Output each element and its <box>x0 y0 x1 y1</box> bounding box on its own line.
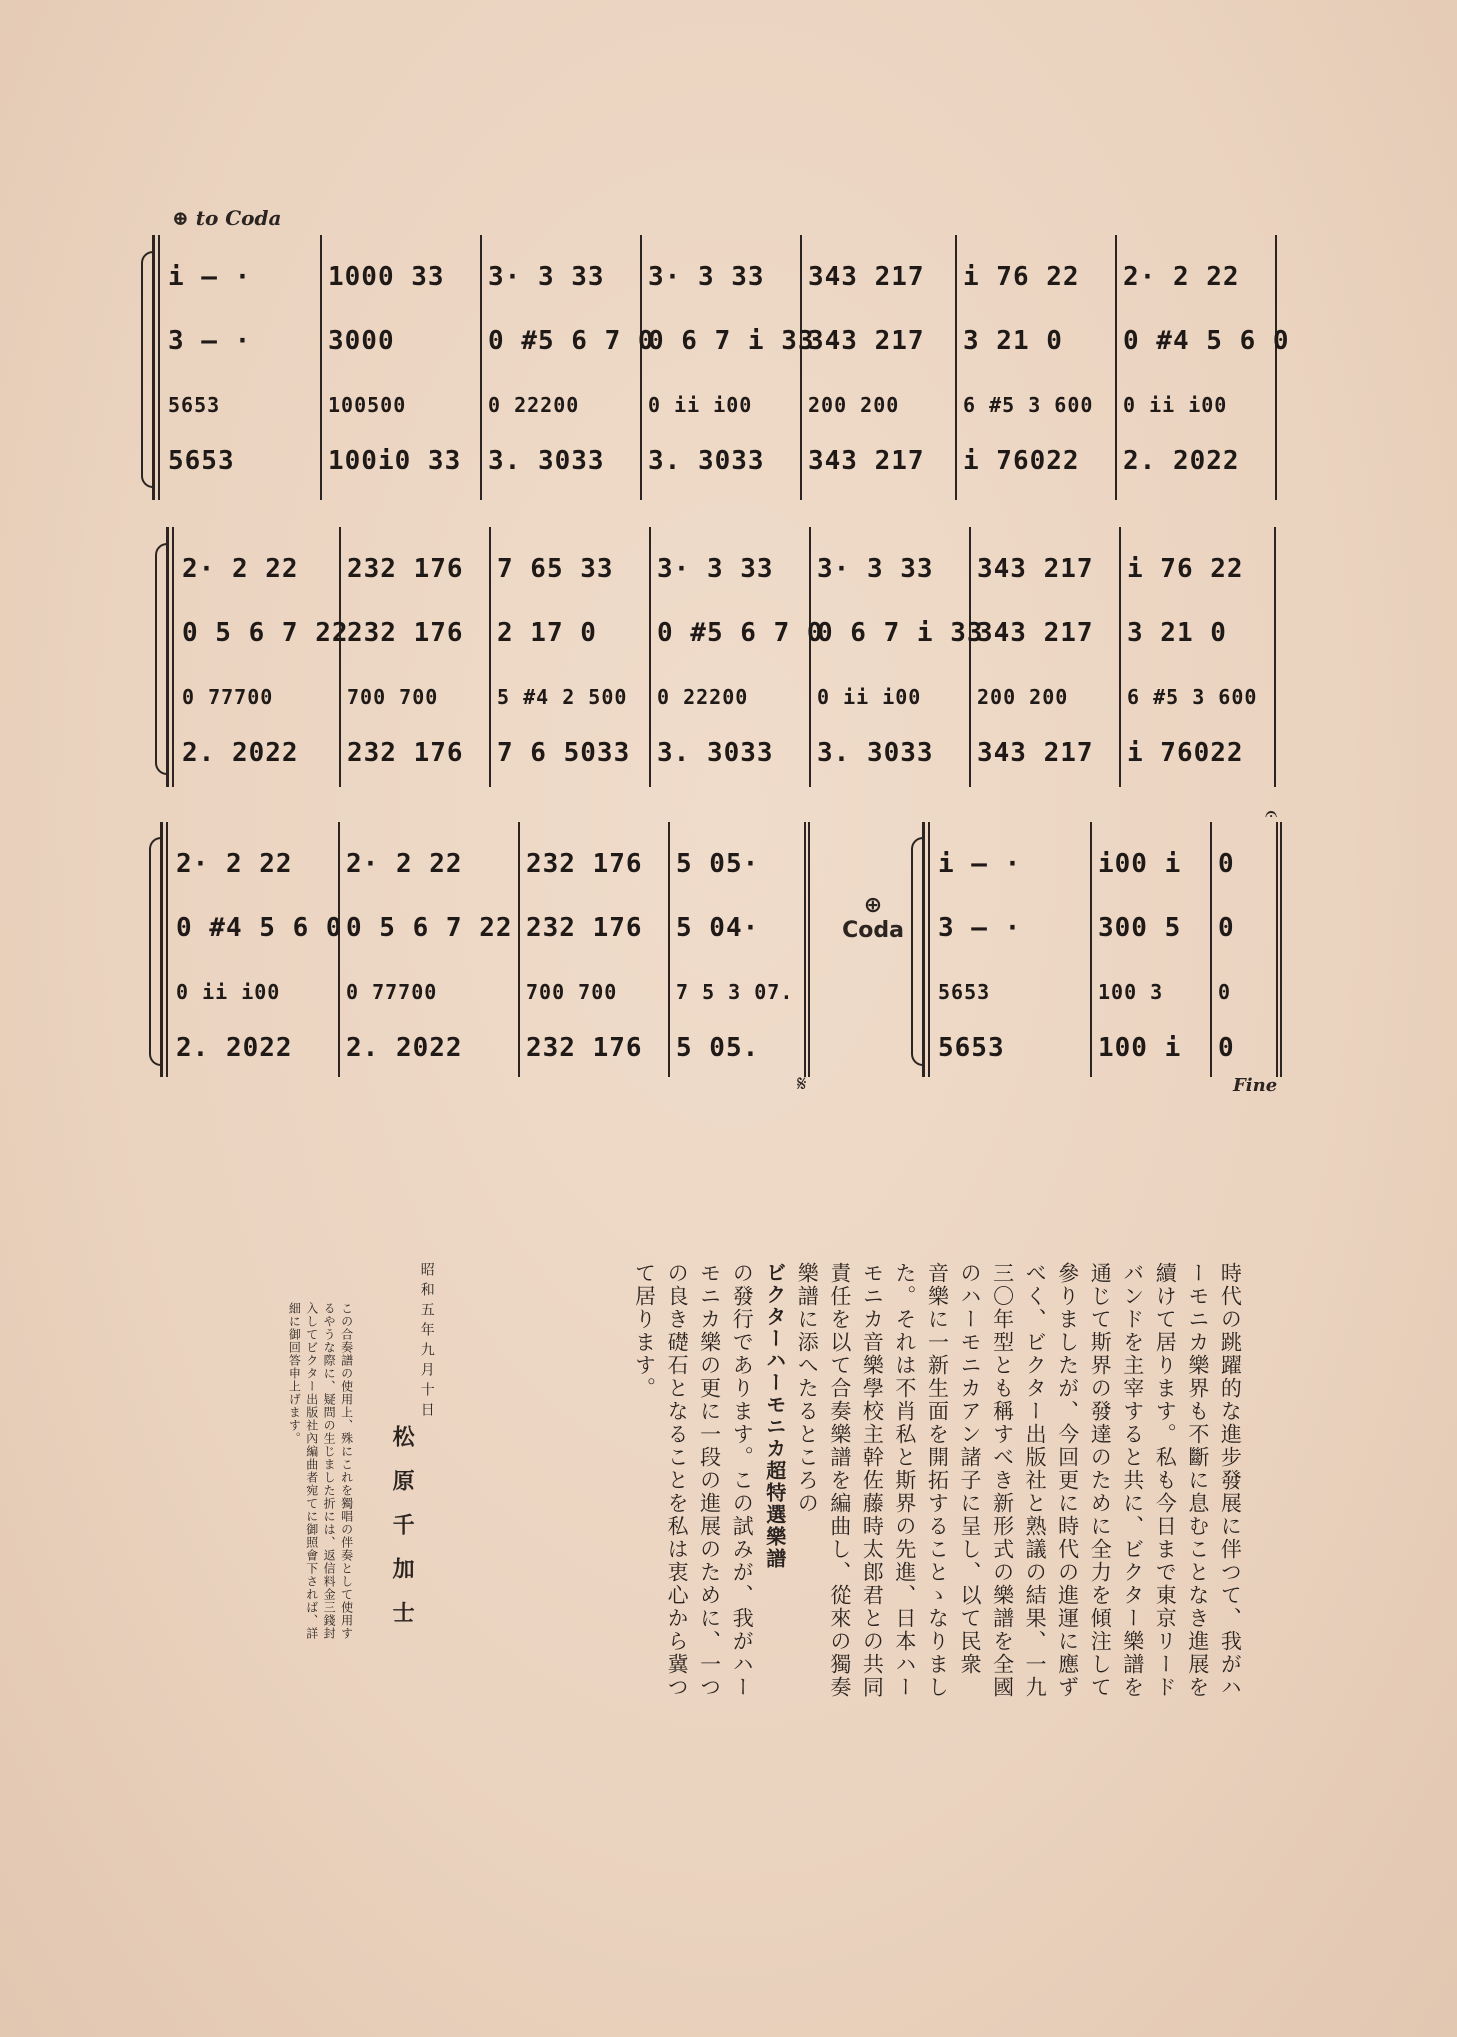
voice-4-notes: 3. 3033 <box>488 446 605 476</box>
score-system-2 <box>166 527 1282 787</box>
voice-2-notes: 3 — · <box>168 326 252 356</box>
voice-1-notes: 7 65 33 <box>497 554 614 584</box>
voice-3-notes: 0 ii i00 <box>1123 393 1228 417</box>
coda-symbol: ⊕ <box>863 893 883 918</box>
text-line: て居ります。 <box>632 1262 657 1400</box>
voice-1-notes: 2· 2 22 <box>346 849 463 879</box>
voice-4-notes: 2. 2022 <box>182 738 299 768</box>
voice-2-notes: 300 5 <box>1098 913 1182 943</box>
measure <box>341 527 491 787</box>
score-system-coda <box>922 822 1280 1077</box>
voice-3-notes: 100500 <box>328 393 407 417</box>
voice-2-notes: 343 217 <box>977 618 1094 648</box>
voice-2-notes: 0 5 6 7 22 <box>182 618 349 648</box>
measure <box>802 235 957 500</box>
voice-3-notes: 0 22200 <box>488 393 580 417</box>
voice-1-notes: 3· 3 33 <box>657 554 774 584</box>
series-title: ビクターハーモニカ超特選樂譜 <box>762 1262 787 1570</box>
text-line: 責任を以て合奏樂譜を編曲し、從來の獨奏 <box>827 1262 852 1699</box>
voice-3-notes: 5 #4 2 500 <box>497 685 628 709</box>
voice-4-notes: i 76022 <box>963 446 1080 476</box>
voice-3-notes: 700 700 <box>347 685 439 709</box>
voice-3-notes: 5653 <box>938 980 991 1004</box>
voice-1-notes: i00 i <box>1098 849 1182 879</box>
measure <box>520 822 670 1077</box>
voice-1-notes: 343 217 <box>808 262 925 292</box>
voice-3-notes: 100 3 <box>1098 980 1164 1004</box>
measure <box>162 235 322 500</box>
voice-3-notes: 6 #5 3 600 <box>963 393 1094 417</box>
voice-4-notes: 2. 2022 <box>346 1033 463 1063</box>
voice-1-notes: 3· 3 33 <box>488 262 605 292</box>
measure <box>670 822 810 1077</box>
text-line: バンドを主宰すると共に、ビクター樂譜を <box>1120 1262 1145 1699</box>
voice-1-notes: 232 176 <box>347 554 464 584</box>
voice-2-notes: 0 #4 5 6 0 <box>176 913 343 943</box>
voice-3-notes: 6 #5 3 600 <box>1127 685 1258 709</box>
voice-2-notes: 0 #4 5 6 0 <box>1123 326 1290 356</box>
voice-3-notes: 200 200 <box>977 685 1069 709</box>
voice-3-notes: 0 22200 <box>657 685 749 709</box>
measure <box>932 822 1092 1077</box>
voice-2-notes: 3 21 0 <box>963 326 1063 356</box>
voice-1-notes: 2· 2 22 <box>182 554 299 584</box>
voice-2-notes: 0 6 7 i 33 <box>648 326 815 356</box>
measure <box>1212 822 1282 1077</box>
system-brace <box>160 822 168 1077</box>
voice-2-notes: 3 21 0 <box>1127 618 1227 648</box>
voice-4-notes: 232 176 <box>526 1033 643 1063</box>
system-brace <box>922 822 930 1077</box>
measure <box>651 527 824 787</box>
text-line: 通じて斯界の發達のために全力を傾注して <box>1088 1262 1113 1699</box>
date: 昭和五年九月十日 <box>418 1262 435 1422</box>
measure <box>482 235 655 500</box>
measure <box>971 527 1121 787</box>
measure <box>340 822 520 1077</box>
voice-4-notes: 2. 2022 <box>176 1033 293 1063</box>
system-brace <box>152 235 160 500</box>
voice-4-notes: 3. 3033 <box>657 738 774 768</box>
voice-1-notes: 2· 2 22 <box>1123 262 1240 292</box>
author-signature: 松原千加士 <box>389 1425 416 1645</box>
measure <box>170 822 343 1077</box>
text-line: のハーモニカアン諸子に呈し、以て民衆 <box>958 1262 983 1676</box>
voice-4-notes: 343 217 <box>977 738 1094 768</box>
voice-2-notes: 0 <box>1218 913 1235 943</box>
footnote <box>285 1302 355 1672</box>
voice-4-notes: 5 05. <box>676 1033 760 1063</box>
text-line: た。それは不肖私と斯界の先進、日本ハー <box>892 1262 917 1699</box>
voice-4-notes: 2. 2022 <box>1123 446 1240 476</box>
voice-3-notes: 0 ii i00 <box>648 393 753 417</box>
fermata-sign: 𝄐 <box>1265 802 1278 827</box>
voice-1-notes: i — · <box>168 262 252 292</box>
text-line: 音樂に一新生面を開拓することゝなりまし <box>925 1262 950 1699</box>
to-coda-marking: ⊕ to Coda <box>172 206 282 230</box>
text-line: べく、ビクター出版社と熟議の結果、一九 <box>1023 1262 1048 1699</box>
segno-sign: 𝄋 <box>797 1072 807 1097</box>
voice-3-notes: 0 77700 <box>346 980 438 1004</box>
voice-4-notes: 343 217 <box>808 446 925 476</box>
voice-4-notes: 0 <box>1218 1033 1235 1063</box>
voice-3-notes: 200 200 <box>808 393 900 417</box>
note-line: るやうな際に、疑問の生じました折には、返信料金三錢封 <box>322 1302 337 1640</box>
voice-2-notes: 5 04· <box>676 913 760 943</box>
note-line: この合奏譜の使用上、殊にこれを獨唱の伴奏として使用す <box>339 1302 354 1640</box>
voice-1-notes: 2· 2 22 <box>176 849 293 879</box>
measure <box>811 527 984 787</box>
measure <box>957 235 1117 500</box>
voice-1-notes: i 76 22 <box>1127 554 1244 584</box>
voice-2-notes: 0 5 6 7 22 <box>346 913 513 943</box>
voice-2-notes: 0 #5 6 7 0 <box>657 618 824 648</box>
score-system-3 <box>160 822 825 1077</box>
voice-4-notes: 100 i <box>1098 1033 1182 1063</box>
voice-4-notes: 5653 <box>168 446 235 476</box>
voice-1-notes: 3· 3 33 <box>648 262 765 292</box>
voice-1-notes: 1000 33 <box>328 262 445 292</box>
voice-3-notes: 0 ii i00 <box>176 980 281 1004</box>
voice-1-notes: 343 217 <box>977 554 1094 584</box>
note-line: 入してビクター出版社內編曲者宛てに御照會下されば、詳 <box>304 1302 319 1640</box>
text-line: ーモニカ樂界も不斷に息むことなき進展を <box>1185 1262 1210 1699</box>
voice-4-notes: 100i0 33 <box>328 446 462 476</box>
text-line: 續けて居ります。私も今日まで東京リード <box>1153 1262 1178 1699</box>
voice-1-notes: 5 05· <box>676 849 760 879</box>
measure <box>322 235 482 500</box>
voice-2-notes: 2 17 0 <box>497 618 597 648</box>
measure <box>1121 527 1276 787</box>
text-line: 三〇年型とも稱すべき新形式の樂譜を全國 <box>990 1262 1015 1699</box>
system-brace <box>166 527 174 787</box>
text-line: の發行であります。この試みが、我がハー <box>730 1262 755 1699</box>
voice-4-notes: i 76022 <box>1127 738 1244 768</box>
text-line: モニカ樂の更に一段の進展のために、一つ <box>697 1262 722 1699</box>
voice-2-notes: 0 #5 6 7 0 <box>488 326 655 356</box>
voice-3-notes: 5653 <box>168 393 221 417</box>
voice-4-notes: 232 176 <box>347 738 464 768</box>
voice-4-notes: 7 6 5033 <box>497 738 631 768</box>
voice-2-notes: 232 176 <box>526 913 643 943</box>
voice-2-notes: 232 176 <box>347 618 464 648</box>
voice-2-notes: 3000 <box>328 326 395 356</box>
voice-3-notes: 0 <box>1218 980 1232 1004</box>
score-system-1 <box>152 235 1290 500</box>
voice-3-notes: 0 77700 <box>182 685 274 709</box>
voice-1-notes: i — · <box>938 849 1022 879</box>
voice-2-notes: 3 — · <box>938 913 1022 943</box>
voice-4-notes: 5653 <box>938 1033 1005 1063</box>
voice-1-notes: 0 <box>1218 849 1235 879</box>
text-line: モニカ音樂學校主幹佐藤時太郎君との共同 <box>860 1262 885 1699</box>
voice-2-notes: 0 6 7 i 33 <box>817 618 984 648</box>
voice-1-notes: i 76 22 <box>963 262 1080 292</box>
preface-text <box>628 1262 1246 1732</box>
note-line: 細に御回答申上げます。 <box>287 1302 302 1445</box>
coda-label <box>838 893 908 943</box>
text-line: 參りましたが、今回更に時代の進運に應ず <box>1055 1262 1080 1699</box>
measure <box>1092 822 1212 1077</box>
voice-4-notes: 3. 3033 <box>817 738 934 768</box>
text-line: 樂譜に添へたるところの <box>795 1262 820 1515</box>
fine-marking: Fine <box>1233 1075 1278 1096</box>
voice-1-notes: 232 176 <box>526 849 643 879</box>
voice-2-notes: 343 217 <box>808 326 925 356</box>
voice-3-notes: 700 700 <box>526 980 618 1004</box>
text-line: の良き礎石となることを私は衷心から冀つ <box>665 1262 690 1699</box>
measure <box>176 527 349 787</box>
measure <box>491 527 651 787</box>
voice-1-notes: 3· 3 33 <box>817 554 934 584</box>
measure <box>1117 235 1290 500</box>
coda-text: Coda <box>842 918 904 943</box>
voice-3-notes: 7 5 3 07. <box>676 980 794 1004</box>
voice-3-notes: 0 ii i00 <box>817 685 922 709</box>
text-line: 時代の跳躍的な進步發展に伴つて、我がハ <box>1218 1262 1243 1699</box>
measure <box>642 235 815 500</box>
voice-4-notes: 3. 3033 <box>648 446 765 476</box>
